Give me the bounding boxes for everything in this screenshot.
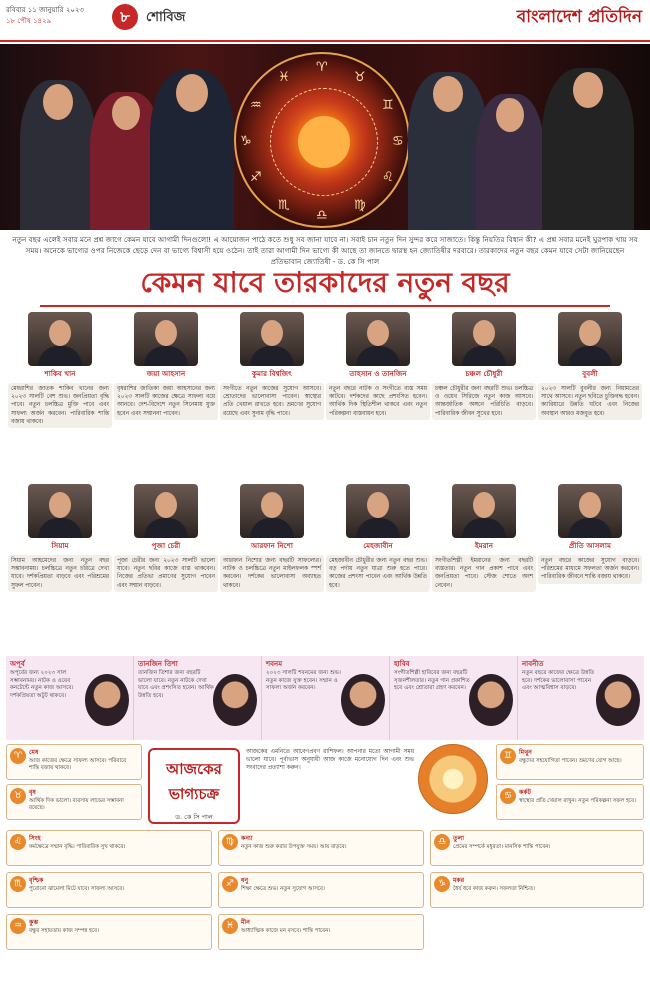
libra-icon: ♎ <box>434 834 450 850</box>
leo-icon: ♌ <box>10 834 26 850</box>
horoscope-intro: আজকের এমনিতে আবেগপ্রবণ রাশিফল। আপনার মতো আগামী সময় ভালো যাবে। পূর্বাভাস অনুযায়ী আজ কাজে মনোযোগ দিন এবং শুভ সংবাদের প্রত্যাশা করুন। <box>246 749 414 771</box>
pisces-icon: ♓ <box>278 70 290 85</box>
star-photo <box>28 312 92 366</box>
star-name: শাকিব খান <box>44 369 76 378</box>
star-photo <box>346 484 410 538</box>
star-card <box>538 312 642 420</box>
star-forecast: অপূর্বের জন্য ২০২৩ সাল সম্ভাবনাময়। নাটক ও ওয়েব কনটেন্টে নতুন কাজ আসবে। দর্শকপ্রিয়তা অটুট থাকবে। <box>10 670 74 699</box>
star-photo <box>469 674 513 726</box>
horoscope-sign <box>6 872 212 908</box>
star-photo <box>452 312 516 366</box>
capricorn-icon: ♑ <box>434 876 450 892</box>
horoscope-author: ড. কে সি পাল <box>175 813 213 821</box>
star-photo <box>558 312 622 366</box>
star-card <box>8 484 112 592</box>
sign-text: বন্ধুদের সহযোগিতা পাবেন। ভ্রমণের যোগ আছে। <box>519 758 622 764</box>
daily-horoscope <box>6 744 644 980</box>
star-name: তাহসান ও তানজিন <box>349 369 407 378</box>
sign-text: ধৈর্য ধরে কাজ করুন। সফলতা নিশ্চিত। <box>453 886 535 892</box>
star-card <box>6 656 134 740</box>
sagittarius-icon: ♐ <box>222 876 238 892</box>
gemini-icon: ♊ <box>500 748 516 764</box>
horoscope-sign <box>6 914 212 950</box>
star-card <box>220 312 324 420</box>
star-forecast: নতুন বছরে কাজের ক্ষেত্রে উন্নতি হবে। দর্শকের ভালোবাসা পাবেন এবং আত্মবিশ্বাস বাড়বে। <box>522 670 595 692</box>
horoscope-sign <box>6 830 212 866</box>
horoscope-title-line1: আজকের <box>166 760 222 778</box>
star-forecast: বৃষরাশির জাতিকা জয়া আহসানের জন্য ২০২৩ সালটি কাজের ক্ষেত্রে সাফল্য বয়ে আনবে। দেশ-বিদেশে নতুন সিনেমায় যুক্ত হবেন এবং সম্মাননা পাবেন। <box>114 383 218 420</box>
star-photo <box>28 484 92 538</box>
hero-banner <box>0 44 650 230</box>
celebrity-photo <box>542 68 634 230</box>
star-card <box>326 484 430 592</box>
star-name: পূজা চেরী <box>151 541 181 550</box>
star-photo <box>558 484 622 538</box>
sign-text: প্রেমের সম্পর্কে মধুরতা। মানসিক শান্তি পাবেন। <box>453 844 551 850</box>
star-name: ইমরান <box>474 541 494 550</box>
star-card <box>432 484 536 592</box>
star-card <box>518 656 644 740</box>
date-line: রবিবার ১১ জানুয়ারি ২০২৩ <box>6 6 84 14</box>
sign-text: নতুন কাজ শুরু করার উপযুক্ত সময়। আয় বাড়বে। <box>241 844 347 850</box>
horoscope-title-box <box>148 748 240 824</box>
star-name: চঞ্চল চৌধুরী <box>465 369 503 378</box>
star-card <box>390 656 518 740</box>
star-forecast: নতুন বছরে নাটক ও সংগীতে ব্যস্ত সময় কাটবে। দর্শকদের কাছে প্রশংসিত হবেন। আর্থিক দিক স্থিতিশীল থাকবে এবং নতুন পরিকল্পনা বাস্তবায়ন হবে। <box>326 383 430 420</box>
star-photo <box>134 312 198 366</box>
star-photo <box>240 312 304 366</box>
sign-text: পুরোনো ঝামেলা মিটে যাবে। সাফল্য আসবে। <box>29 886 125 892</box>
sign-text: আধ্যাত্মিক কাজে মন বসবে। শান্তি পাবেন। <box>241 928 331 934</box>
star-photo <box>134 484 198 538</box>
section-title: শোবিজ <box>146 10 186 25</box>
sign-name: কন্যা <box>241 835 253 842</box>
sign-name: মিথুন <box>519 749 532 756</box>
star-photo <box>240 484 304 538</box>
page-number-badge: ৮ <box>112 4 138 30</box>
star-card <box>220 484 324 592</box>
star-name: তানজিন তিশা <box>138 660 178 668</box>
sign-text: আজ কাজের ক্ষেত্রে সাফল্য আসবে। পরিবারে শান্তি বজায় থাকবে। <box>29 758 127 771</box>
zodiac-wheel <box>234 52 410 228</box>
star-card <box>432 312 536 420</box>
celebrity-photo <box>20 80 96 230</box>
star-card <box>326 312 430 420</box>
aries-icon: ♈ <box>316 60 328 75</box>
intro-paragraph: নতুন বছর এলেই সবার মনে প্রশ্ন জাগে কেমন যাবে আগামী দিনগুলো! এ আয়োজন পাঠে কতে শুধু সব জানা যাবে না। সবাই চান নতুন দিন সুন্দর করে সাজাতে। কিন্তু নিয়তির বিধান কী? এ প্রশ্ন সবার মনেই ঘুরপাক খায় সব সময়। অনেকে ভাগ্যের ওপর নিজেকে ছেড়ে দেন বা ভাগ্যে বিশ্বাসী হয়ে ওঠেন। তাই তারা আগামী দিন ভাগ্যে কী আছে তা জানতে দ্বারস্থ হন জ্যোতিষীর দরবারে। তারকাদের নতুন বছর কেমন যাবে সেটা জানিয়েছেন প্রতিভাবান জ্যোতিষী - ড. কে সি পাল <box>12 235 638 266</box>
horoscope-sign <box>6 744 142 780</box>
star-forecast: পূজা চেরীর জন্য ২০২৩ সালটি ভালো যাবে। নতুন ছবির কাজে ব্যস্ত থাকবেন। নিজের প্রতিভা প্রমাণের সুযোগ পাবেন এবং সম্মান বাড়বে। <box>114 555 218 592</box>
star-forecast: ২০২৩ সালটি বুবলীর জন্য নিয়ামতের সাথে আসবে। নতুন ছবিতে চুক্তিবদ্ধ হবেন। ক্যারিয়ারে উন্নতি ঘটবে এবং নিজের অবস্থান আরও মজবুত হবে। <box>538 383 642 420</box>
horoscope-sign <box>496 744 644 780</box>
horoscope-sign <box>218 914 424 950</box>
star-name: অপূর্ব <box>10 660 25 668</box>
sign-name: মকর <box>453 877 465 884</box>
star-photo <box>452 484 516 538</box>
star-name: নাবনীত <box>522 660 544 668</box>
star-forecast: সংগীতশিল্পী ইমরানের জন্য বছরটি ব্যস্ততার। নতুন গান প্রকাশ পাবে এবং জনপ্রিয়তা পাবে। স্টেজ শোতে অংশ নেবেন। <box>432 555 536 592</box>
sign-text: স্বাস্থ্যের প্রতি খেয়াল রাখুন। নতুন পরিকল্পনা সফল হবে। <box>519 798 636 804</box>
star-name: কুমার বিশ্বজিৎ <box>251 369 293 378</box>
date-block <box>6 5 84 27</box>
sign-text: বন্ধুর সহায়তায় কাজ সম্পন্ন হবে। <box>29 928 99 934</box>
cancer-icon: ♋ <box>500 788 516 804</box>
sun-core <box>298 116 350 168</box>
sign-name: মেষ <box>29 749 39 756</box>
star-forecast: ২০২৩ সালটি শবনমের জন্য শুভ। নতুন কাজে যুক্ত হবেন। সম্মান ও সাফল্য অর্জন করবেন। <box>266 670 341 692</box>
star-photo <box>341 674 385 726</box>
star-name: শবনম <box>266 660 283 668</box>
star-forecast: চঞ্চল চৌধুরীর জন্য বছরটি শুভ। চলচ্চিত্র ও ওয়েব সিরিজে নতুন কাজ আসবে। আন্তর্জাতিক অঙ্গনে পরিচিতি বাড়বে। পারিবারিক জীবন সুখের হবে। <box>432 383 536 420</box>
sign-name: কর্কট <box>519 789 532 796</box>
star-forecast: নতুন বছরে কাজের সুযোগ বাড়বে। পরিশ্রমের মাধ্যমে সফলতা অর্জন করবেন। পারিবারিক জীবনে শান্তি বজায় থাকবে। <box>538 555 642 584</box>
horoscope-sign <box>218 830 424 866</box>
zodiac-wheel-icon <box>418 744 488 814</box>
sign-name: বৃষ <box>29 789 36 796</box>
star-forecast: তানজিন তিশার জন্য বছরটি ভালো যাবে। নতুন নাটকে দেখা যাবে এবং প্রশংসিত হবেন। আর্থিক উন্নতি হবে। <box>138 670 214 699</box>
horoscope-sign <box>218 872 424 908</box>
star-name: বুবলী <box>582 369 598 378</box>
star-photo <box>213 674 257 726</box>
star-name: জয়া আহসান <box>146 369 186 378</box>
star-forecast: সিয়াম আহমেদের জন্য নতুন বছর সম্ভাবনাময়। চলচ্চিত্রে নতুন চরিত্রে দেখা যাবে। দর্শকপ্রিয়তা বাড়বে এবং পরিশ্রমের সুফল পাবেন। <box>8 555 112 592</box>
star-name: মেহজাবীন <box>363 541 393 550</box>
star-photo <box>85 674 129 726</box>
sign-text: কর্মক্ষেত্রে সম্মান বৃদ্ধি। পারিবারিক সুখ থাকবে। <box>29 844 126 850</box>
taurus-icon: ♉ <box>10 788 26 804</box>
sign-name: বৃশ্চিক <box>29 877 44 884</box>
main-headline: কেমন যাবে তারকাদের নতুন বছর <box>140 266 510 299</box>
horoscope-sign <box>6 784 142 820</box>
aries-icon: ♈ <box>10 748 26 764</box>
star-forecast: সংগীতশিল্পী হাবিবের জন্য বছরটি সৃজনশীলতার। নতুন গান প্রকাশিত হবে এবং শ্রোতারা গ্রহণ করবেন। <box>394 670 470 692</box>
star-photo <box>346 312 410 366</box>
aquarius-icon: ♒ <box>10 918 26 934</box>
star-card <box>8 312 112 428</box>
sign-name: তুলা <box>453 835 465 842</box>
leo-icon: ♌ <box>382 170 394 185</box>
secondary-forecasts <box>6 656 644 740</box>
star-name: সিয়াম <box>51 541 69 550</box>
gemini-icon: ♊ <box>382 98 394 113</box>
star-card <box>134 656 262 740</box>
star-name: আরফান নিশো <box>250 541 294 550</box>
star-forecast: সংগীতে নতুন কাজের সুযোগ আসবে। শ্রোতাদের ভালোবাসা পাবেন। স্বাস্থ্যের প্রতি খেয়াল রাখতে হবে। ভ্রমণের সুযোগ রয়েছে এবং সুনাম বৃদ্ধি পাবে। <box>220 383 324 420</box>
horoscope-sign <box>430 872 644 908</box>
horoscope-sign <box>496 784 644 820</box>
sagittarius-icon: ♐ <box>250 170 262 185</box>
celebrity-photo <box>476 94 544 230</box>
star-forecast: মেষরাশির জাতক শাকিব খানের জন্য ২০২৩ সালটি বেশ শুভ। জনপ্রিয়তা বৃদ্ধি পাবে। নতুন চলচ্চিত্র মুক্তি পাবে এবং সাফল্য অর্জন করবেন। পারিবারিক শান্তি বজায় থাকবে। <box>8 383 112 428</box>
star-card <box>262 656 390 740</box>
taurus-icon: ♉ <box>354 70 366 85</box>
star-card <box>114 312 218 420</box>
newspaper-logo: বাংলাদেশ প্রতিদিন <box>516 7 642 27</box>
libra-icon: ♎ <box>316 208 328 223</box>
sign-name: মীন <box>241 919 250 926</box>
pisces-icon: ♓ <box>222 918 238 934</box>
aquarius-icon: ♒ <box>250 98 262 113</box>
star-name: প্রীতি আসলাম <box>569 541 611 550</box>
celebrity-photo <box>150 70 234 230</box>
headline-divider <box>40 305 610 307</box>
bangla-date-line: ১৮ পৌষ ১৪২৯ <box>6 17 52 25</box>
sign-name: ধনু <box>241 877 249 884</box>
star-photo <box>596 674 640 726</box>
star-name: হাবিব <box>394 660 410 668</box>
celebrity-forecasts <box>8 312 642 652</box>
horoscope-sign <box>430 830 644 866</box>
sign-name: কুম্ভ <box>29 919 39 926</box>
star-card <box>538 484 642 584</box>
page-header <box>0 0 650 42</box>
sign-name: সিংহ <box>29 835 41 842</box>
sign-text: আর্থিক দিক ভালো। ব্যবসায় লাভের সম্ভাবনা রয়েছে। <box>29 798 124 811</box>
virgo-icon: ♍ <box>354 198 366 213</box>
horoscope-title-line2: ভাগ্যচক্র <box>168 785 220 803</box>
scorpio-icon: ♏ <box>278 198 290 213</box>
star-forecast: আরফান নিশোর জন্য বছরটি সাফল্যের। নাটক ও চলচ্চিত্রে নতুন মাইলফলক স্পর্শ করবেন। দর্শকের ভালোবাসা অব্যাহত থাকবে। <box>220 555 324 592</box>
sign-text: শিক্ষা ক্ষেত্রে শুভ। নতুন সুযোগ আসবে। <box>241 886 325 892</box>
cancer-icon: ♋ <box>392 134 404 149</box>
star-forecast: মেহজাবীন চৌধুরীর জন্য নতুন বছর শুভ। বড় পর্দায় নতুন যাত্রা শুরু হতে পারে। কাজের প্রশংসা পাবেন এবং আর্থিক উন্নতি হবে। <box>326 555 430 592</box>
scorpio-icon: ♏ <box>10 876 26 892</box>
virgo-icon: ♍ <box>222 834 238 850</box>
capricorn-icon: ♑ <box>240 134 252 149</box>
star-card <box>114 484 218 592</box>
